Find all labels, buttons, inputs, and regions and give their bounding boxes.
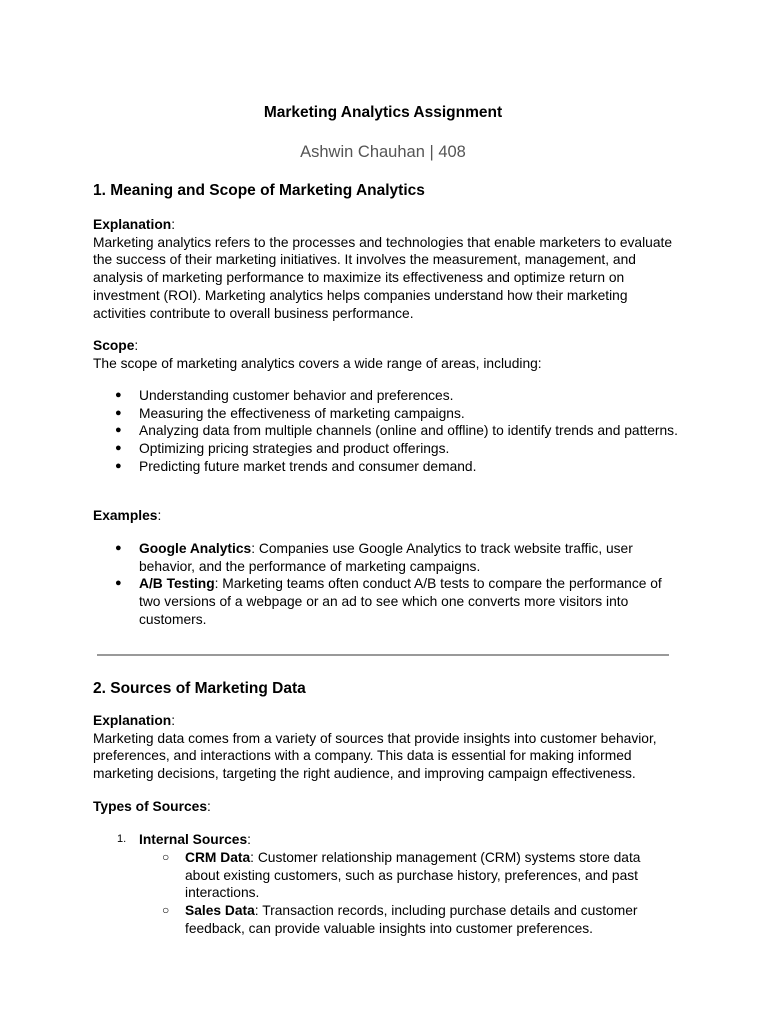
types-label: Types of Sources [93,799,207,814]
document-subtitle: Ashwin Chauhan | 408 [300,143,466,161]
list-number: 1. [117,833,127,845]
explanation-text: Marketing data comes from a variety of sources that provide insights into customer behavior, preferences, and interactions with a company. This data is essential for making informed marketing decisions, targeting the right audience, and improving campaign effectiveness. [93,730,657,782]
scope-intro: The scope of marketing analytics covers a wide range of areas, including: [93,355,542,371]
colon: : [207,799,211,814]
list-item: ● Optimizing pricing strategies and product offerings. [115,441,450,457]
colon: : [171,713,176,728]
list-item: ● Understanding customer behavior and preferences. [115,388,454,403]
explanation-text: Marketing analytics refers to the processes and technologies that enable marketers to evaluate the success of their marketing initiatives. It involves the measurement, management, and analysis of marketing performance to maximize its effectiveness and optimize return on investment (ROI). Marketing analytics helps companies understand how their marketing activities contribute to overall business performance. [93,234,673,321]
internal-sources-list [93,849,678,938]
document-title: Marketing Analytics Assignment [263,104,503,121]
explanation-label: Explanation [93,217,172,232]
bullet-icon: ● [115,459,122,472]
examples-list [93,540,678,629]
list-item: ● Predicting future market trends and consumer demand. [115,458,477,474]
bullet-icon: ● [115,442,122,455]
bullet-icon: ● [115,406,122,419]
types-heading [93,798,678,816]
list-item: ● Google Analytics: Companies use Google Analytics to track website traffic, user behavior, and the performance of marketing campaigns. [115,541,633,574]
horizontal-rule [97,654,669,656]
colon: : [171,217,176,232]
list-item: 1. Internal Sources: [117,832,251,847]
explanation-label: Explanation [93,713,172,728]
bullet-icon: ● [115,577,122,590]
list-item: ● Measuring the effectiveness of marketing campaigns. [115,405,465,421]
list-item: ● Analyzing data from multiple channels (online and offline) to identify trends and patterns. [115,423,678,439]
scope-label: Scope [93,338,135,353]
circle-bullet-icon: ○ [162,903,170,918]
bullet-icon: ● [115,424,122,437]
list-item: ○ CRM Data: Customer relationship management (CRM) systems store data about existing customers, such as purchase history, preferences, and past interactions. [162,850,641,901]
section-2-heading: 2. Sources of Marketing Data [93,680,306,697]
scope-list [93,387,678,476]
colon: : [157,508,162,523]
bullet-icon: ● [115,389,122,401]
types-list [93,831,678,849]
section-1-examples-heading [93,507,678,525]
colon: : [134,338,139,353]
section-1-explanation [93,216,678,322]
bullet-icon: ● [115,542,122,554]
section-2-explanation [93,712,678,783]
list-item: ○ Sales Data: Transaction records, including purchase details and customer feedback, can provide valuable insights into customer preferences. [162,903,638,936]
section-1-scope [93,337,678,372]
circle-bullet-icon: ○ [162,850,170,864]
examples-label: Examples [93,508,158,523]
section-1-heading: 1. Meaning and Scope of Marketing Analytics [93,182,425,199]
list-item: ● A/B Testing: Marketing teams often conduct A/B tests to compare the performance of two versions of a webpage or an ad to see which one converts more visitors into customers. [115,576,662,627]
